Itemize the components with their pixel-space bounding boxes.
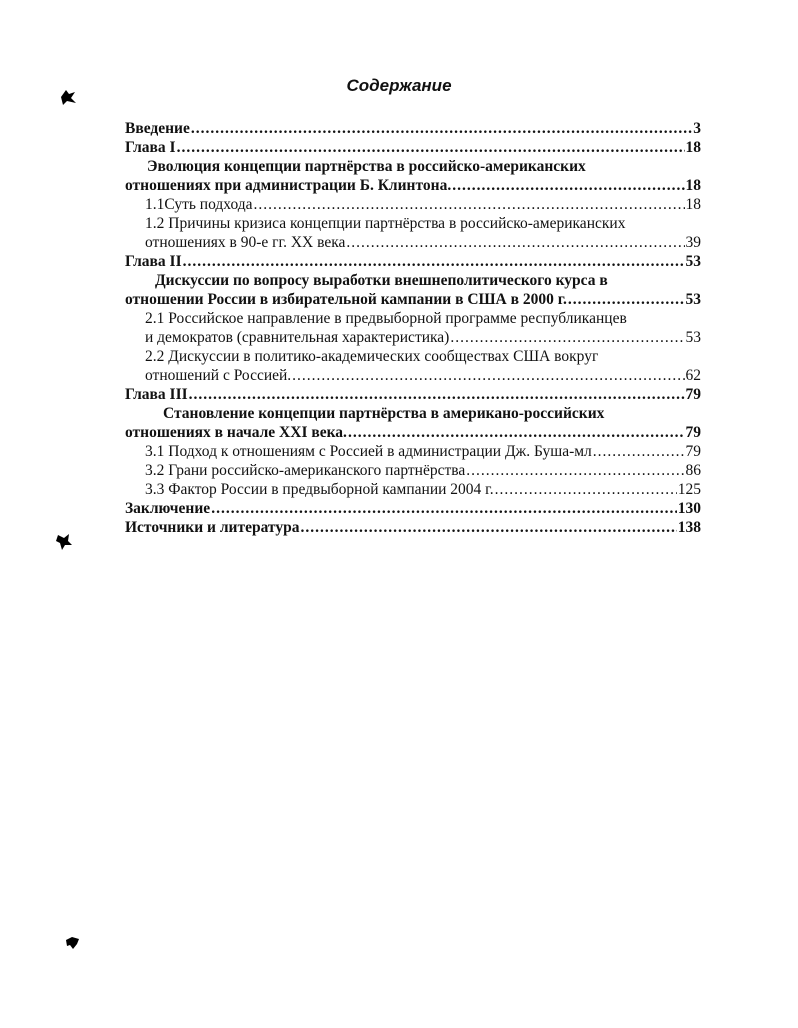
toc-entry-section-3-1 <box>125 442 701 461</box>
toc-leader <box>346 233 684 252</box>
toc-label: отношении России в избирательной кампании в США в 2000 г. <box>125 291 567 308</box>
toc-entry-chapter-3 <box>125 385 701 404</box>
toc-page: 53 <box>685 329 701 346</box>
toc-entry-section-1-1 <box>125 195 701 214</box>
toc-label: 3.1 Подход к отношениям с Россией в администрации Дж. Буша-мл <box>145 443 592 460</box>
toc-page: 138 <box>677 519 701 536</box>
toc-entry-intro <box>125 119 701 138</box>
toc-label: отношениях в 90-е гг. XX века <box>145 234 346 251</box>
toc-leader <box>177 138 685 157</box>
toc-page: 79 <box>685 386 701 403</box>
toc-page: 18 <box>685 139 701 156</box>
toc-leader <box>593 442 685 461</box>
toc-entry-section-2-1 <box>125 328 701 347</box>
toc-leader <box>254 195 685 214</box>
toc-entry-section-3-3 <box>125 480 701 499</box>
toc-label: 3.3 Фактор России в предвыборной кампании 2004 г. <box>145 481 494 498</box>
scan-mark-middle <box>54 532 74 552</box>
toc-leader <box>191 119 692 138</box>
toc-entry-chapter-1-title <box>125 176 701 195</box>
toc-leader <box>452 176 684 195</box>
toc-label: Глава I <box>125 139 176 156</box>
toc-label: 1.1Суть подхода <box>145 196 253 213</box>
toc-page: 79 <box>685 424 701 441</box>
toc-label: отношениях в начале XXI века. <box>125 424 347 441</box>
toc-label: Глава III <box>125 386 188 403</box>
toc-entry-sources <box>125 518 701 537</box>
toc-page: 79 <box>685 443 701 460</box>
toc-entry-conclusion <box>125 499 701 518</box>
section-2-2-line-1: 2.2 Дискуссии в политико-академических сообществах США вокруг <box>145 348 599 365</box>
toc-label: Заключение <box>125 500 211 517</box>
scan-mark-bottom <box>64 934 82 952</box>
chapter-3-title-line-1: Становление концепции партнёрства в американо-российских <box>163 405 605 422</box>
toc-page: 125 <box>677 481 701 498</box>
toc-entry-chapter-2 <box>125 252 701 271</box>
toc-label: Глава II <box>125 253 182 270</box>
toc-leader <box>495 480 677 499</box>
toc-leader <box>211 499 677 518</box>
toc-label: Источники и литература <box>125 519 300 536</box>
toc-label: 3.2 Грани российско-американского партнёрства <box>145 462 466 479</box>
toc-leader <box>466 461 684 480</box>
chapter-2-title-line-1: Дискуссии по вопросу выработки внешнеполитического курса в <box>155 272 608 289</box>
toc-page: 18 <box>685 196 701 213</box>
table-of-contents <box>125 119 701 537</box>
toc-page: 130 <box>677 500 701 517</box>
toc-leader <box>292 366 684 385</box>
toc-leader <box>189 385 685 404</box>
toc-page: 86 <box>685 462 701 479</box>
toc-entry-section-2-2 <box>125 366 701 385</box>
chapter-1-title-line-1: Эволюция концепции партнёрства в российско-американских <box>147 158 586 175</box>
toc-page: 53 <box>685 253 701 270</box>
toc-entry-section-1-2 <box>125 233 701 252</box>
toc-label: Введение <box>125 120 190 137</box>
toc-label: отношениях при администрации Б. Клинтона. <box>125 177 452 194</box>
toc-leader <box>183 252 685 271</box>
section-1-2-line-1: 1.2 Причины кризиса концепции партнёрства в российско-американских <box>145 215 626 232</box>
toc-page: 3 <box>693 120 701 137</box>
toc-leader <box>568 290 685 309</box>
toc-entry-chapter-2-title <box>125 290 701 309</box>
toc-entry-chapter-3-title <box>125 423 701 442</box>
toc-label: и демократов (сравнительная характеристика) <box>145 329 450 346</box>
toc-leader <box>450 328 684 347</box>
toc-leader <box>348 423 685 442</box>
toc-page: 62 <box>685 367 701 384</box>
toc-leader <box>300 518 676 537</box>
toc-page: 18 <box>685 177 701 194</box>
page-title: Содержание <box>346 76 452 95</box>
toc-label: отношений с Россией. <box>145 367 292 384</box>
toc-entry-chapter-1 <box>125 138 701 157</box>
scan-mark-top <box>58 88 78 106</box>
toc-page: 39 <box>685 234 701 251</box>
section-2-1-line-1: 2.1 Российское направление в предвыборной программе республиканцев <box>145 310 627 327</box>
toc-entry-section-3-2 <box>125 461 701 480</box>
toc-page: 53 <box>685 291 701 308</box>
